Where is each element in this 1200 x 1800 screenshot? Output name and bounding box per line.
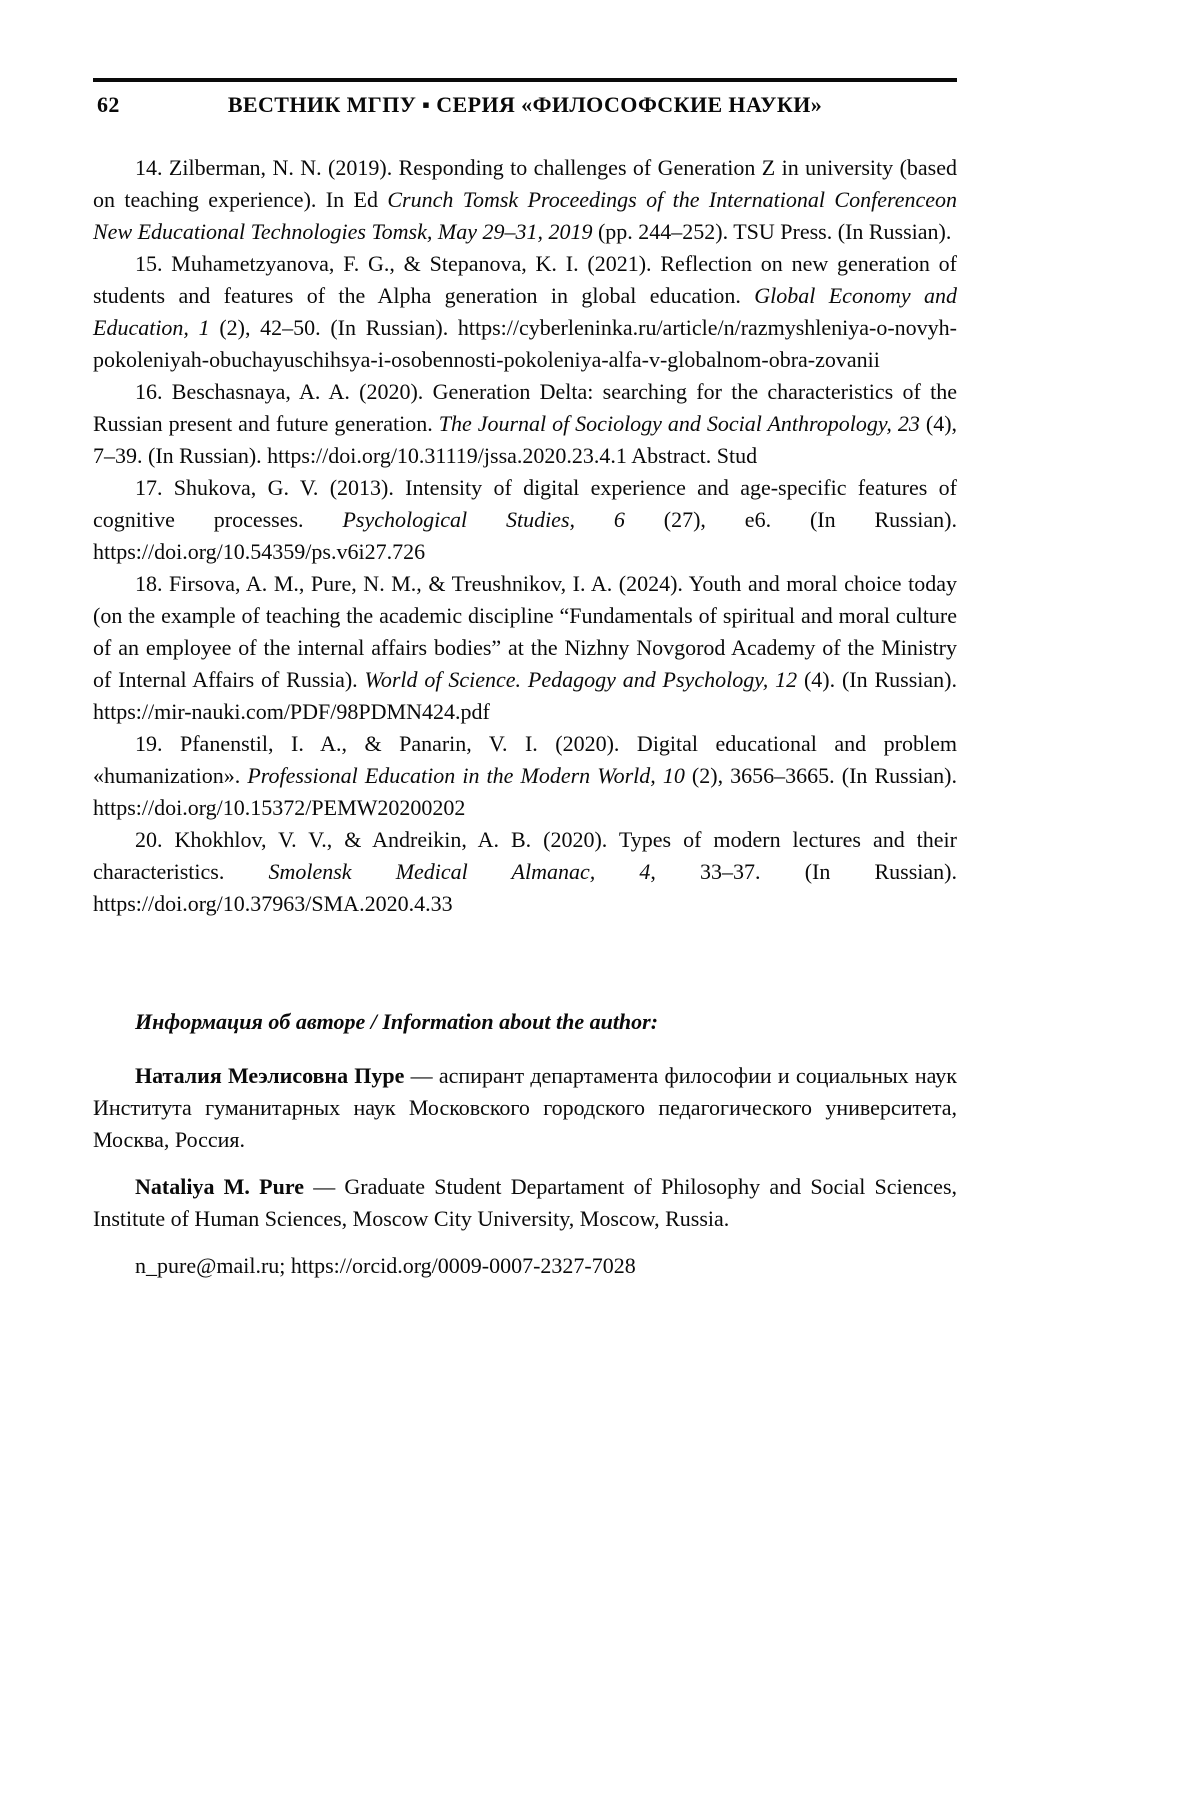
reference-item [93, 824, 957, 920]
author-info-section [93, 1006, 957, 1282]
text-run: The Journal of Sociology and Social Anthropology, 23 [438, 411, 920, 436]
text-run: (2), 42–50. (In Russian). https://cyberleninka.ru/article/n/razmyshleniya-o-novyh-pokoleniyah-obuchayuschihsya-i-osobennosti-pokoleniya-alfa-v-globalnom-obra-zovanii [93, 315, 957, 372]
reference-item [93, 728, 957, 824]
text-run: 19. Pfanenstil, I. A., & Panarin, V. I. (2020). Digital educational and problem «humanization». [93, 731, 957, 788]
text-run: World of Science. Pedagogy and Psychology, 12 [364, 667, 798, 692]
text-run: Smolensk Medical Almanac, 4 [268, 859, 651, 884]
text-run: Global Economy and Education, 1 [93, 283, 958, 340]
text-run: (27), e6. (In Russian). https://doi.org/10.54359/ps.v6i27.726 [93, 507, 957, 564]
journal-running-title: ВЕСТНИК МГПУ ▪ СЕРИЯ «ФИЛОСОФСКИЕ НАУКИ» [227, 92, 823, 117]
text-run: 18. Firsova, A. M., Pure, N. M., & Treushnikov, I. A. (2024). Youth and moral choice today (on the example of teaching the academic discipline “Fundamentals of spiritual and moral culture of an employee of the internal affairs bodies” at the Nizhny Novgorod Academy of the Ministry of Internal Affairs of Russia). [93, 571, 957, 692]
header-rule [93, 78, 957, 82]
text-run: (2), 3656–3665. (In Russian). https://doi.org/10.15372/PEMW20200202 [93, 763, 958, 820]
author-info-paragraphs [93, 1060, 957, 1282]
text-run: 15. Muhametzyanova, F. G., & Stepanova, K. I. (2021). Reflection on new generation of students and features of the Alpha generation in global education. [93, 251, 957, 308]
text-run: 20. Khokhlov, V. V., & Andreikin, A. B. (2020). Types of modern lectures and their characteristics. [93, 827, 957, 884]
text-run: (4). (In Russian). https://mir-nauki.com/PDF/98PDMN424.pdf [93, 667, 957, 724]
text-run: 16. Beschasnaya, A. A. (2020). Generation Delta: searching for the characteristics of the Russian present and future generation. [93, 379, 957, 436]
text-run: (4), 7–39. (In Russian). https://doi.org/10.31119/jssa.2020.23.4.1 Abstract. Stud [93, 411, 958, 468]
text-run: Psychological Studies, 6 [342, 507, 625, 532]
author-info-paragraph [93, 1250, 957, 1282]
text-run: Nataliya M. Pure [135, 1174, 304, 1199]
page-content-area [93, 0, 957, 1282]
text-run: — Graduate Student Departament of Philosophy and Social Sciences, Institute of Human Sciences, Moscow City University, Moscow, Russia. [93, 1174, 957, 1231]
text-run: Professional Education in the Modern World, 10 [247, 763, 685, 788]
text-run: n_pure@mail.ru; https://orcid.org/0009-0007-2327-7028 [135, 1253, 636, 1278]
references-list [93, 152, 957, 920]
author-info-heading: Информация об авторе / Information about the author: [135, 1009, 659, 1034]
page-number: 62 [97, 92, 120, 117]
text-run: (pp. 244–252). TSU Press. (In Russian). [592, 219, 952, 244]
running-header [93, 90, 957, 120]
text-run: Наталия Меэлисовна Пуре [135, 1063, 405, 1088]
reference-item [93, 376, 957, 472]
text-run: 14. Zilberman, N. N. (2019). Responding to challenges of Generation Z in university (based on teaching experience). In Ed [93, 155, 957, 212]
reference-item [93, 472, 957, 568]
reference-item [93, 568, 957, 728]
author-info-paragraph [93, 1171, 957, 1235]
text-run: , 33–37. (In Russian). https://doi.org/10.37963/SMA.2020.4.33 [93, 859, 958, 916]
text-run: Crunch Tomsk Proceedings of the International Conferenceon New Educational Technologies Tomsk, May 29–31, 2019 [93, 187, 957, 244]
reference-item [93, 248, 957, 376]
text-run: — аспирант департамента философии и социальных наук Института гуманитарных наук Московского городского педагогического университета, Москва, Россия. [93, 1063, 957, 1152]
author-info-paragraph [93, 1060, 957, 1156]
reference-item [93, 152, 957, 248]
text-run: 17. Shukova, G. V. (2013). Intensity of digital experience and age-specific features of cognitive processes. [93, 475, 957, 532]
